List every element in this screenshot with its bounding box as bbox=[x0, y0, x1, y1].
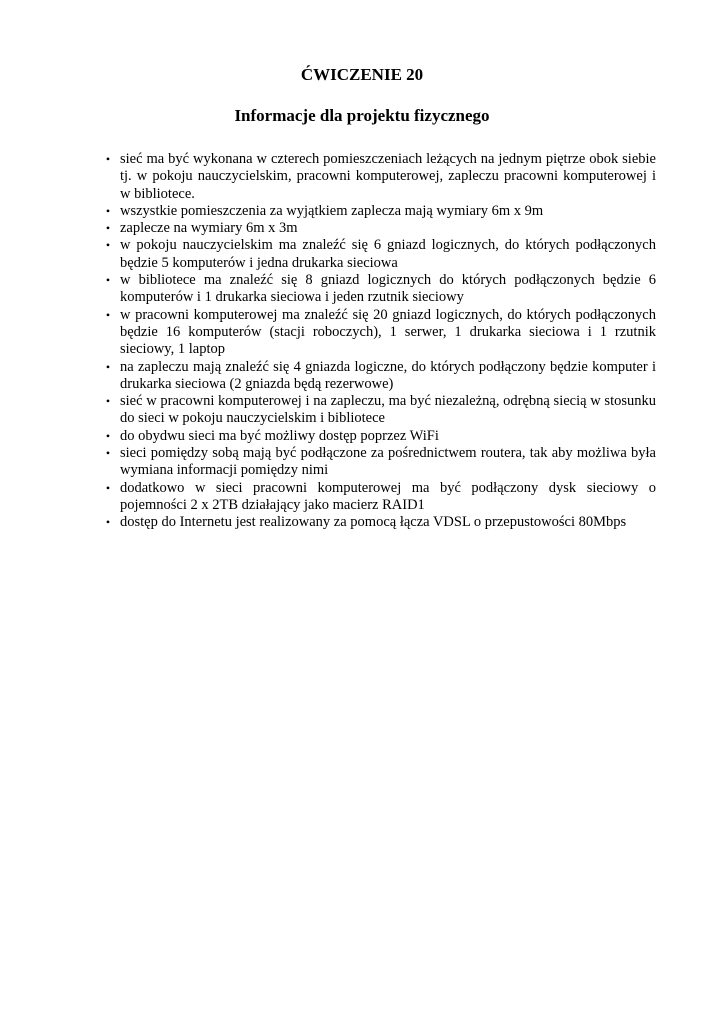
bullet-icon: • bbox=[105, 428, 111, 443]
list-item bbox=[105, 358, 656, 394]
list-item-text: do obydwu sieci ma być możliwy dostęp poprzez WiFi bbox=[120, 427, 439, 444]
list-item bbox=[105, 202, 656, 220]
list-item-text: dodatkowo w sieci pracowni komputerowej ma być podłączony dysk sieciowy o pojemności 2 x 2TB działający jako macierz RAID1 bbox=[120, 479, 656, 513]
list-item bbox=[105, 427, 656, 445]
list-item-text: wszystkie pomieszczenia za wyjątkiem zaplecza mają wymiary 6m x 9m bbox=[120, 202, 544, 219]
list-item bbox=[105, 479, 656, 515]
list-item-text: na zapleczu mają znaleźć się 4 gniazda logiczne, do których podłączony będzie komputer i drukarka sieciowa (2 gniazda będą rezerwowe) bbox=[120, 358, 656, 392]
list-item bbox=[105, 272, 656, 307]
list-item bbox=[105, 306, 656, 359]
bullet-icon: • bbox=[105, 221, 111, 236]
page-title: ĆWICZENIE 20 bbox=[300, 65, 424, 84]
bullet-icon: • bbox=[105, 152, 111, 166]
list-item-text: sieć w pracowni komputerowej i na zapleczu, ma być niezależną, odrębną siecią w stosunku do sieci w pokoju nauczycielskim i bibliotece bbox=[120, 393, 656, 427]
page-subtitle: Informacje dla projektu fizycznego bbox=[234, 106, 490, 125]
list-item bbox=[105, 393, 656, 428]
list-item-text: sieci pomiędzy sobą mają być podłączone za pośrednictwem routera, tak aby możliwa była wymiana informacji pomiędzy nimi bbox=[120, 445, 656, 479]
list-item bbox=[105, 514, 656, 531]
list-item-text: zaplecze na wymiary 6m x 3m bbox=[120, 220, 298, 237]
bullet-icon: • bbox=[105, 515, 111, 530]
bullet-icon: • bbox=[105, 480, 111, 495]
list-item-text: w pokoju nauczycielskim ma znaleźć się 6 gniazd logicznych, do których podłączonych będzie 5 komputerów i jedna drukarka sieciowa bbox=[120, 237, 656, 271]
bullet-icon: • bbox=[105, 394, 111, 409]
list-item-text: w bibliotece ma znaleźć się 8 gniazd logicznych do których podłączonych będzie 6 komputerów i 1 drukarka sieciowa i jeden rzutnik sieciowy bbox=[120, 272, 656, 306]
bullet-icon: • bbox=[105, 359, 111, 374]
list-item-text: dostęp do Internetu jest realizowany za pomocą łącza VDSL o przepustowości 80Mbps bbox=[120, 514, 627, 531]
list-item bbox=[105, 151, 656, 203]
list-item-text: w pracowni komputerowej ma znaleźć się 20 gniazd logicznych, do których podłączonych będzie 16 komputerów (stacji roboczych), 1 serwer, 1 drukarka sieciowa i 1 rzutnik sieciowy, 1 laptop bbox=[120, 306, 656, 358]
requirements-list bbox=[105, 151, 656, 532]
list-item bbox=[105, 445, 656, 480]
bullet-icon: • bbox=[105, 307, 111, 322]
bullet-icon: • bbox=[105, 446, 111, 461]
bullet-icon: • bbox=[105, 203, 111, 218]
list-item bbox=[105, 237, 656, 272]
list-item-text: sieć ma być wykonana w czterech pomieszczeniach leżących na jednym piętrze obok siebie tj. w pokoju nauczycielskim, pracowni komputerowej, zapleczu pracowni komputerowej i w bibliotece. bbox=[120, 151, 656, 202]
bullet-icon: • bbox=[105, 273, 111, 288]
list-item bbox=[105, 220, 656, 237]
bullet-icon: • bbox=[105, 238, 111, 253]
